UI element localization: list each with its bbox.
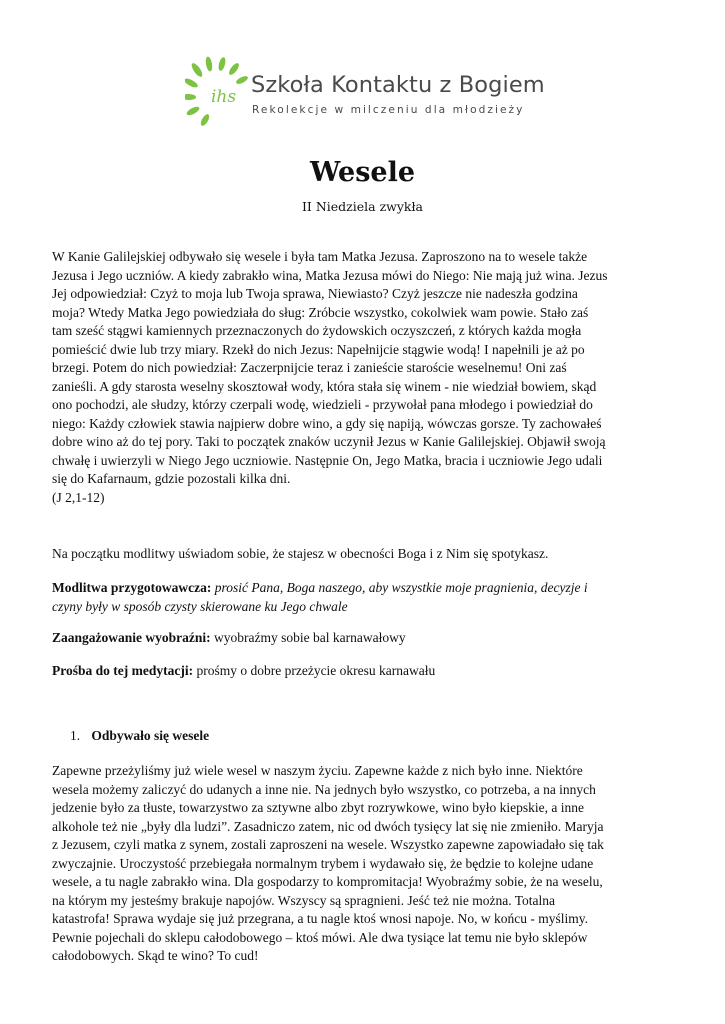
preparatory-text-line2: czyny były w sposób czysty skierowane ku Jego chwale [52,598,348,614]
gospel-line: W Kanie Galilejskiej odbywało się wesele i była tam Matka Jezusa. Zaproszono na to wesele także [52,249,588,264]
section-body-line: wesela możemy zaliczyć do udanych a inne nie. Na jednych było wszystko, co potrzeba, a na innych [52,781,596,797]
imagination-label: Zaangażowanie wyobraźni: [52,630,211,645]
section-body-line: Zapewne przeżyliśmy już wiele wesel w naszym życiu. Zapewne każde z nich było inne. Niektóre [52,763,583,778]
gospel-line: Jezusa i Jego uczniów. A kiedy zabrakło wina, Matka Jezusa mówi do Niego: Nie mają już wina. Jezus [52,267,608,283]
gospel-line: brzegi. Potem do nich powiedział: Zaczerpnijcie teraz i zanieście staroście weselnemu! Oni zaś [52,360,567,375]
request-paragraph [52,662,677,681]
gospel-line: dobre wino aż do tej pory. Taki to początek znaków uczynił Jezus w Kanie Galilejskiej. Objawił swoją [52,434,606,449]
imagination-text: wyobraźmy sobie bal karnawałowy [214,630,406,645]
intro-paragraph: Na początku modlitwy uświadom sobie, że stajesz w obecności Boga i z Nim się spotykasz. [52,546,549,561]
gospel-line: (J 2,1-12) [52,489,105,505]
section-title: Odbywało się wesele [91,728,210,743]
section-body-line: na którym my jesteśmy brakuje napojów. Wszyscy są spragnieni. Jeść też nie można. Totalna [52,892,556,908]
page-subtitle: II Niedziela zwykła [301,199,423,214]
gospel-line: ono pochodzi, ale słudzy, którzy czerpali wodę, wiedzieli - przywołał pana młodego i powiedział do [52,397,593,412]
gospel-line: chwałę i uwierzyli w Niego Jego uczniowie. Następnie On, Jego Matka, bracia i uczniowie Jego udali [52,452,603,468]
request-label: Prośba do tej medytacji: [52,663,194,678]
section-body-line: jedzenie było za tłuste, towarzystwo za sztywne albo zbyt rozrywkowe, wino było kiepskie, a inne [52,800,584,815]
gospel-line: moja? Wtedy Matka Jego powiedziała do sług: Zróbcie wszystko, cokolwiek wam powie. Stało zaś [52,304,589,320]
brand-tagline: Rekolekcje w milczeniu dla młodzieży [252,104,525,116]
preparatory-text-line1: prosić Pana, Boga naszego, aby wszystkie moje pragnienia, decyzje i [214,580,588,595]
sun-logo-icon [185,56,249,126]
preparatory-prayer [52,579,677,616]
section-number: 1. [70,728,81,743]
imagination-paragraph [52,629,677,648]
section-body-line: zwyczajnie. Uroczystość przebiegała normalnym trybem i wydawało się, że będzie to kolejne udane [52,855,594,871]
section-body-line: Pewnie pojechali do sklepu całodobowego – ktoś mówi. Ale dwa tysiące lat temu nie było sklepów [52,929,588,945]
gospel-line: zanieśli. A gdy starosta weselny skosztował wody, która stała się winem - nie wiedział bowiem, skąd [52,378,597,394]
request-text: prośmy o dobre przeżycie okresu karnawału [196,663,436,678]
gospel-line: pomieścić dwie lub trzy miary. Rzekł do nich Jezus: Napełnijcie stągwie wodą! I napełnili je aż po [52,341,585,357]
preparatory-label: Modlitwa przygotowawcza: [52,580,212,595]
section-body [52,762,677,966]
page-title: Wesele [309,157,416,188]
section-body-line: wesele, a tu nagle zabrakło wina. Dla gospodarzy to kompromitacja! Wyobraźmy sobie, że na weselu, [52,874,603,889]
header-logo [185,56,545,128]
section-body-line: alkohole też nie „były dla ludzi”. Zasadniczo zatem, nic od dwóch tysięcy lat się nie zmieniło. Maryja [52,818,604,834]
section-heading [70,728,209,744]
gospel-line: tam sześć stągwi kamiennych przeznaczonych do żydowskich oczyszczeń, z których każda mogła [52,323,582,338]
brand-name: Szkoła Kontaktu z Bogiem [251,72,545,98]
svg-text:ihs: ihs [211,87,237,107]
section-body-line: całodobowych. Skąd te wino? To cud! [52,948,259,963]
gospel-line: Jej odpowiedział: Czyż to moja lub Twoja sprawa, Niewiasto? Czyż jeszcze nie nadeszła godzina [52,286,578,301]
gospel-line: niego: Każdy człowiek stawia najpierw dobre wino, a gdy się napiją, wówczas gorsze. Ty zachowałeś [52,415,602,431]
section-body-line: z Jezusem, czyli matka z synem, zostali zaproszeni na wesele. Wszystko zapewne zapowiadało się tak [52,837,604,852]
section-body-line: katastrofa! Sprawa wydaje się już przegrana, a tu nagle ktoś wnosi napoje. No, w końcu - myślimy. [52,911,588,926]
gospel-line: się do Kafarnaum, gdzie pozostali kilka dni. [52,471,291,486]
gospel-passage [52,248,677,507]
